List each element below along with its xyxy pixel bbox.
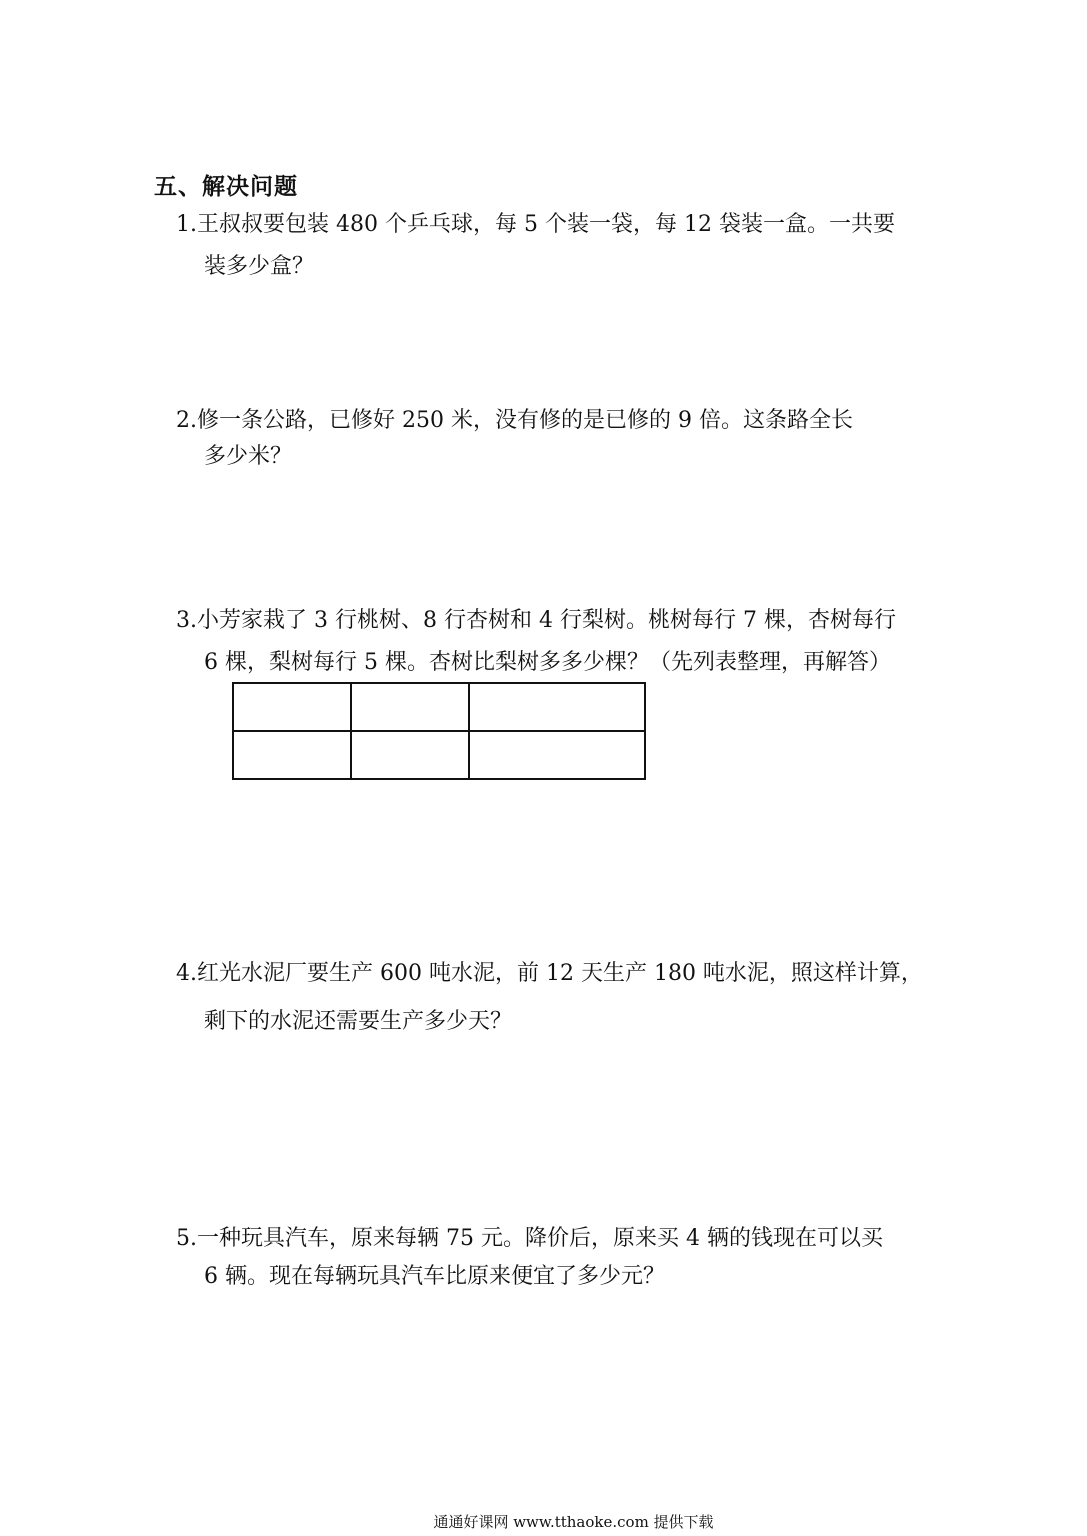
page-footer [0, 1511, 1087, 1532]
table-cell[interactable] [469, 731, 645, 779]
problem-5 [176, 1220, 976, 1296]
table-cell[interactable] [351, 731, 469, 779]
footer-text: 通通好课网 www.tthaoke.com 提供下载 [433, 1513, 714, 1531]
table-cell[interactable] [233, 731, 351, 779]
problem-4-text-1: 红光水泥厂要生产 600 吨水泥，前 12 天生产 180 吨水泥，照这样计算， [197, 961, 923, 986]
problem-4-number: 4. [176, 961, 197, 986]
problem-5-line-1 [176, 1220, 976, 1258]
problem-3-number: 3. [176, 608, 197, 633]
problem-1-text-1: 王叔叔要包装 480 个乒乓球，每 5 个装一袋，每 12 袋装一盒。一共要 [197, 212, 895, 237]
problem-2-text-1: 修一条公路，已修好 250 米，没有修的是已修的 9 倍。这条路全长 [197, 408, 853, 433]
table-cell[interactable] [469, 683, 645, 731]
problem-1 [176, 204, 976, 288]
problem-3-line-2: 6 棵，梨树每行 5 棵。杏树比梨树多多少棵？（先列表整理，再解答） [204, 650, 891, 675]
blank-tally-table [232, 682, 646, 780]
problem-4-line-1 [176, 950, 976, 998]
problem-5-line-2: 6 辆。现在每辆玩具汽车比原来便宜了多少元？ [204, 1264, 665, 1289]
problem-2 [176, 403, 976, 475]
table-row [233, 731, 645, 779]
problem-3-line-1 [176, 600, 976, 642]
table-cell[interactable] [351, 683, 469, 731]
problem-5-text-1: 一种玩具汽车，原来每辆 75 元。降价后，原来买 4 辆的钱现在可以买 [197, 1226, 883, 1251]
problem-2-line-2: 多少米？ [204, 444, 293, 469]
problem-5-number: 5. [176, 1226, 197, 1251]
problem-2-number: 2. [176, 408, 197, 433]
problem-3-text-1: 小芳家栽了 3 行桃树、8 行杏树和 4 行梨树。桃树每行 7 棵，杏树每行 [197, 608, 896, 633]
section-title: 五、解决问题 [154, 173, 298, 200]
table-cell[interactable] [233, 683, 351, 731]
table-row [233, 683, 645, 731]
problem-2-line-1 [176, 403, 976, 439]
problem-4 [176, 950, 976, 1046]
problem-1-number: 1. [176, 212, 197, 237]
problem-1-line-1 [176, 204, 976, 246]
problem-4-line-2: 剩下的水泥还需要生产多少天？ [204, 1009, 513, 1034]
problem-3 [176, 600, 976, 684]
problem-1-line-2: 装多少盒？ [204, 254, 315, 279]
